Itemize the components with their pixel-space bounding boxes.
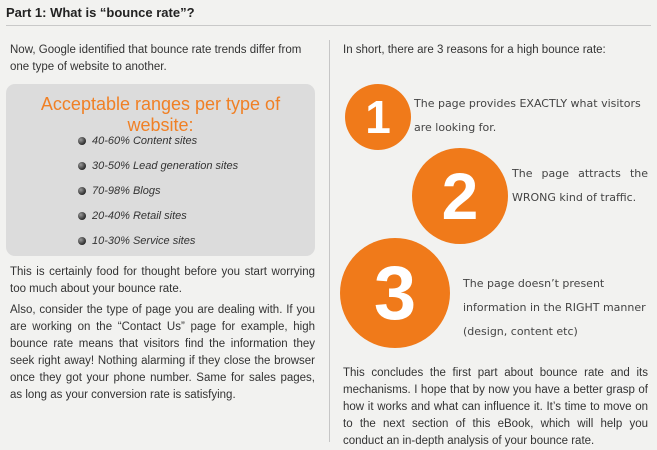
- bullet-icon: [78, 162, 86, 170]
- left-intro-text: Now, Google identified that bounce rate trends differ from one type of website to another.: [10, 44, 302, 73]
- number-2-badge: 2: [412, 148, 508, 244]
- conclusion-paragraph: This concludes the first part about bounce rate and its mechanisms. I hope that by now you have a better grasp of how it works and what can influence it. It’s time to move on to the next section of this eBook, which will help you conduct an in-depth analysis of your bounce rate.: [343, 367, 648, 447]
- reason-1-text: The page provides EXACTLY what visitors are looking for.: [414, 97, 641, 134]
- list-item: 10-30% Service sites: [78, 228, 238, 253]
- right-intro-text: In short, there are 3 reasons for a high bounce rate:: [343, 44, 606, 56]
- reason-3-text: The page doesn’t present information in the RIGHT manner (design, content etc): [463, 277, 646, 338]
- bullet-icon: [78, 212, 86, 220]
- left-paragraph-2: Also, consider the type of page you are dealing with. If you are working on the “Contact Us” page for example, high bounce rate means that visitors find the information they seek right away! Nothing alarming if they close the browser once they got your phone number. Same for sales pages, as long as your conversion rate is satisfying.: [10, 304, 315, 401]
- ranges-box: [6, 84, 315, 256]
- left-paragraph-1: This is certainly food for thought before you start worrying too much about your bounce rate.: [10, 266, 315, 295]
- list-item: 70-98% Blogs: [78, 178, 238, 203]
- reason-2-text: The page attracts the WRONG kind of traffic.: [512, 167, 648, 204]
- bullet-icon: [78, 137, 86, 145]
- ranges-box-title: Acceptable ranges per type of website:: [40, 94, 281, 135]
- number-3-badge: 3: [340, 238, 450, 348]
- ranges-list: [78, 128, 238, 253]
- column-divider: [329, 40, 330, 442]
- number-1-badge: 1: [345, 84, 411, 150]
- list-item: 20-40% Retail sites: [78, 203, 238, 228]
- page-title: Part 1: What is “bounce rate”?: [6, 5, 651, 26]
- list-item: 40-60% Content sites: [78, 128, 238, 153]
- bullet-icon: [78, 237, 86, 245]
- list-item: 30-50% Lead generation sites: [78, 153, 238, 178]
- bullet-icon: [78, 187, 86, 195]
